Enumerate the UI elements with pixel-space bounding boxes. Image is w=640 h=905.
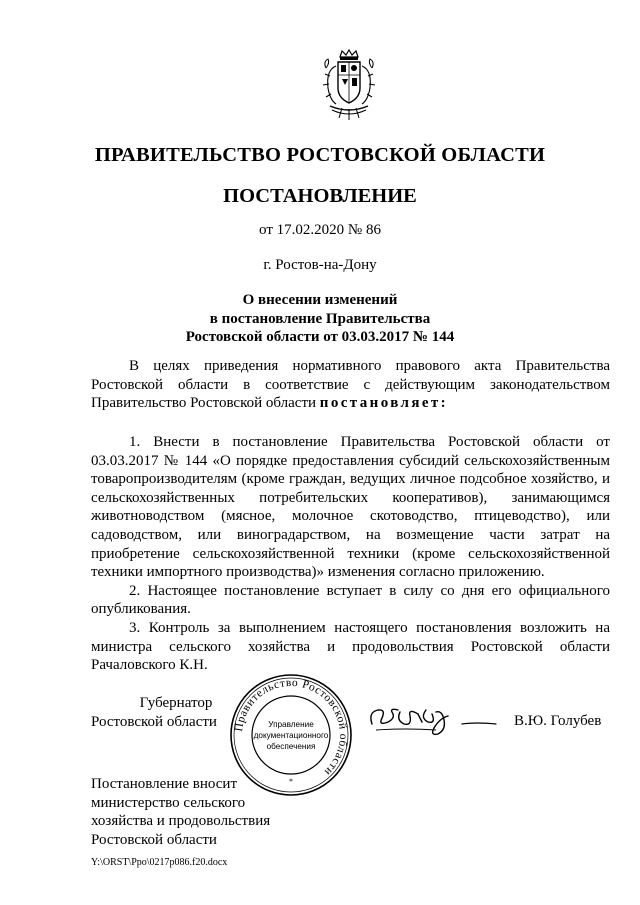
decree-item: 2. Настоящее постановление вступает в силу со дня его официального опубликования. — [91, 582, 610, 618]
signature-icon — [366, 700, 506, 742]
signatory-position: Губернатор — [139, 695, 213, 711]
handwritten-signature — [366, 700, 506, 742]
svg-text:*: * — [289, 777, 293, 786]
introducer-line: Ростовской области — [91, 831, 217, 848]
document-type-title: ПОСТАНОВЛЕНИЕ — [223, 185, 417, 207]
signatory-title — [91, 694, 251, 731]
introducer-line: Постановление вносит — [91, 776, 238, 792]
government-title: ПРАВИТЕЛЬСТВО РОСТОВСКОЙ ОБЛАСТИ — [94, 144, 546, 166]
stamp-inner-text: Управление — [268, 720, 314, 729]
subject-line: Ростовской области от 03.03.2017 № 144 — [185, 329, 455, 345]
introducer-note — [91, 775, 270, 849]
decree-item: 3. Контроль за выполнением настоящего постановления возложить на министра сельского хозяйства и продовольствия Ростовской области Рачаловского К.Н. — [91, 619, 610, 674]
introducer-line: хозяйства и продовольствия — [91, 813, 271, 830]
signatory-region: Ростовской области — [91, 713, 217, 730]
document-date-number: от 17.02.2020 № 86 — [259, 222, 381, 238]
subject-line: О внесении изменений — [242, 292, 398, 308]
coat-of-arms-emblem — [318, 48, 380, 122]
stamp-outer-text: Правительство Ростовской области — [232, 676, 350, 779]
stamp-inner-text: документационного — [253, 731, 329, 740]
document-subject — [0, 291, 640, 347]
signatory-name: В.Ю. Голубев — [514, 713, 602, 729]
preamble-text: В целях приведения нормативного правового акта Правительства Ростовской области в соответствие с действующим законодательством Правительство Ростовской области — [91, 358, 610, 412]
decree-items — [91, 433, 610, 675]
decree-item: 1. Внести в постановление Правительства Ростовской области от 03.03.2017 № 144 «О порядке предоставления субсидий сельскохозяйственным товаропроизводителям (кроме граждан, ведущих личное подсобное хозяйство, и сельскохозяйственных потребительских кооперативов), занимающимся животноводством (мясное, молочное скотоводство, птицеводство), или садоводством, или виноградарством, на возмещение части затрат на приобретение сельскохозяйственной техники (кроме сельскохозяйственной техники импортного производства)» изменения согласно приложению. — [91, 434, 610, 581]
document-city: г. Ростов-на-Дону — [263, 257, 377, 273]
subject-line: в постановление Правительства — [209, 310, 431, 327]
decree-word: постановляет: — [319, 395, 449, 412]
stamp-inner-text: обеспечения — [266, 742, 316, 751]
preamble-paragraph — [91, 357, 610, 413]
file-path-footer: Y:\ORST\Ppo\0217p086.f20.docx — [91, 857, 228, 868]
introducer-line: министерство сельского — [91, 794, 246, 811]
coat-of-arms-icon — [318, 48, 380, 122]
